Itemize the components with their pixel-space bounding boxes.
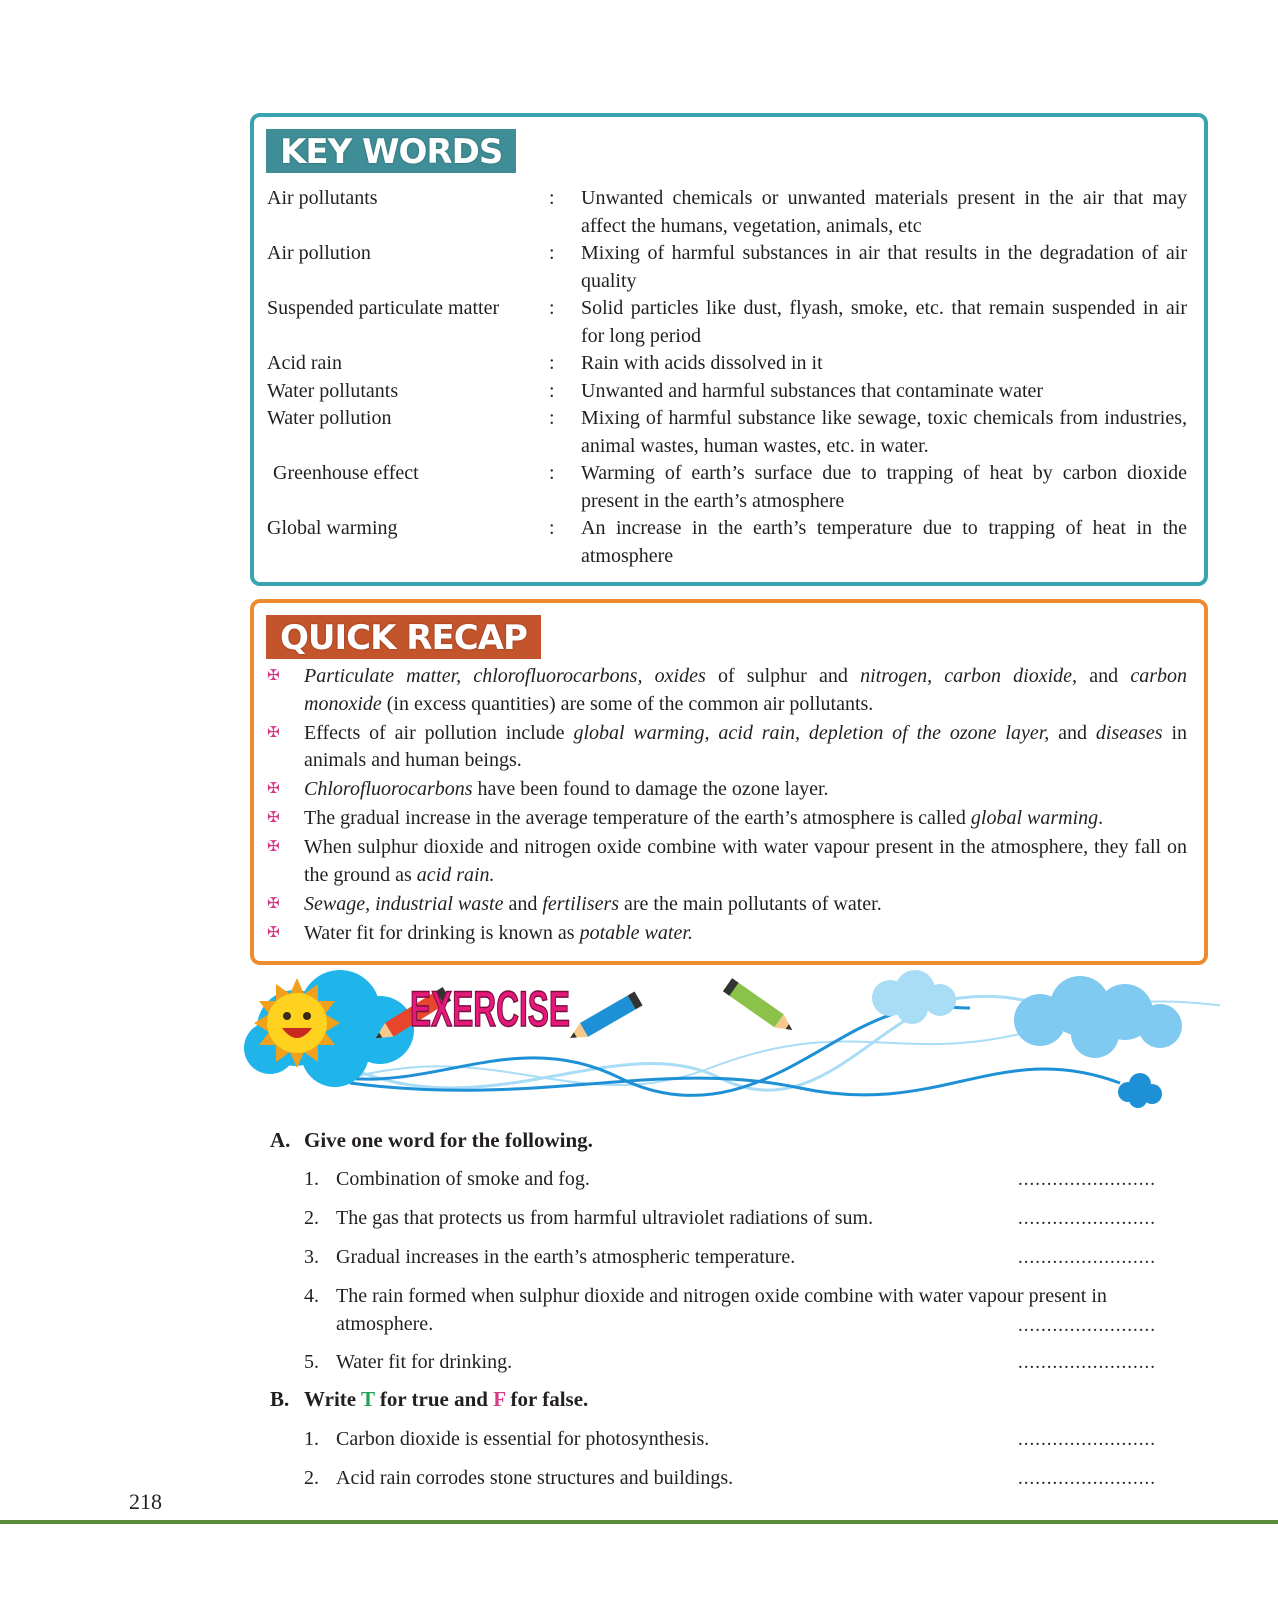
section-b-heading (270, 1387, 588, 1412)
question-row (304, 1244, 1164, 1272)
recap-text: The gradual increase in the average temperature of the earth’s atmosphere is called (304, 807, 971, 830)
question-row (304, 1426, 1164, 1454)
question-number: 4. (304, 1285, 319, 1307)
question-number: 1. (304, 1168, 319, 1190)
key-words-title: KEY WORDS (266, 129, 516, 173)
recap-text: (in excess quantities) are some of the common air pollutants. (381, 692, 874, 715)
recap-item (267, 663, 1187, 718)
recap-italic: industrial waste (375, 892, 504, 915)
question-number: 3. (304, 1246, 319, 1268)
recap-italic: global warming (970, 807, 1099, 830)
recap-italic: Chlorofluorocarbons (304, 778, 473, 801)
answer-blank[interactable]: ........................ (1018, 1352, 1156, 1373)
quick-recap-title: QUICK RECAP (266, 615, 541, 659)
section-b-letter: B. (270, 1387, 290, 1411)
recap-item (267, 720, 1187, 775)
recap-text: Effects of air pollution include (304, 721, 574, 744)
recap-italic: acid rain. (416, 863, 495, 886)
key-word-term: Water pollution (267, 407, 392, 429)
cross-bullet-icon: ✠ (267, 837, 280, 856)
section-b-title-part: for true and (374, 1387, 494, 1411)
wave-line-dark-2 (350, 1069, 1120, 1095)
key-word-row (267, 240, 1187, 295)
question-text: Gradual increases in the earth’s atmospheric temperature. (336, 1246, 796, 1268)
question-number: 2. (304, 1207, 319, 1229)
question-text: Acid rain corrodes stone structures and buildings. (336, 1467, 734, 1489)
recap-item (267, 805, 1187, 833)
key-word-colon: : (549, 297, 555, 319)
recap-text: and (1077, 665, 1131, 687)
key-word-definition: Unwanted chemicals or unwanted materials present in the air that may affect the humans, vegetation, animals, etc (581, 187, 1187, 237)
blue-pencil-icon (566, 992, 642, 1045)
recap-text: are the main pollutants of water. (619, 892, 882, 915)
key-word-row (267, 295, 1187, 350)
recap-item (267, 834, 1187, 889)
green-pencil-icon (723, 978, 797, 1036)
key-word-definition: Rain with acids dissolved in it (581, 352, 823, 374)
cloud-tiny-icon (1118, 1073, 1162, 1108)
section-a-title: Give one word for the following. (304, 1128, 593, 1152)
key-words-box (250, 113, 1208, 586)
quick-recap-list (267, 663, 1187, 949)
true-letter: T (360, 1387, 375, 1411)
recap-italic: carbon monoxide (304, 665, 1187, 715)
answer-blank[interactable]: ........................ (1018, 1208, 1156, 1229)
key-word-row (267, 515, 1187, 570)
page-number: 218 (129, 1489, 162, 1514)
key-word-definition: An increase in the earth’s temperature due to trapping of heat in the atmosphere (581, 517, 1187, 567)
recap-text: of sulphur and (705, 665, 861, 687)
key-word-term: Global warming (267, 517, 398, 539)
recap-text: and (1049, 721, 1096, 744)
section-b-title-part: Write (304, 1387, 361, 1411)
key-word-definition: Mixing of harmful substance like sewage, toxic chemicals from industries, animal wastes, human wastes, etc. in water. (581, 407, 1187, 457)
question-row (304, 1205, 1164, 1233)
key-word-term: Air pollution (267, 242, 371, 264)
recap-italic: global warming, acid rain, depletion of the ozone layer, (573, 721, 1050, 744)
cloud-right-icon (1014, 976, 1182, 1058)
key-word-row (267, 405, 1187, 460)
answer-blank[interactable]: ........................ (1018, 1468, 1156, 1489)
key-word-row (267, 350, 1187, 378)
key-word-definition: Mixing of harmful substances in air that results in the degradation of air quality (581, 242, 1187, 292)
section-a-heading (270, 1128, 593, 1153)
key-word-term: Acid rain (267, 352, 342, 374)
recap-italic: Sewage (304, 892, 366, 915)
key-word-definition: Solid particles like dust, flyash, smoke, etc. that remain suspended in air for long period (581, 297, 1187, 347)
recap-text: . (1098, 807, 1104, 830)
recap-italic: potable water. (579, 922, 693, 945)
question-row (304, 1166, 1164, 1194)
recap-text: When sulphur dioxide and nitrogen oxide combine with water vapour present in the atmosphere, they fall on the ground as (304, 836, 1187, 886)
question-row (304, 1349, 1164, 1377)
cross-bullet-icon: ✠ (267, 666, 280, 684)
answer-blank[interactable]: ........................ (1018, 1169, 1156, 1190)
recap-italic: Particulate matter, chlorofluorocarbons, oxides (304, 665, 706, 687)
key-word-colon: : (549, 242, 555, 264)
key-word-term: Suspended particulate matter (267, 297, 500, 319)
recap-text: Water fit for drinking is known as (304, 922, 580, 945)
false-letter: F (493, 1387, 506, 1411)
key-word-colon: : (549, 517, 555, 539)
key-word-definition: Unwanted and harmful substances that contaminate water (581, 379, 1044, 402)
key-word-row (267, 378, 1187, 406)
section-a-letter: A. (270, 1128, 291, 1152)
footer-rule (0, 1520, 1278, 1524)
question-text: The rain formed when sulphur dioxide and nitrogen oxide combine with water vapour present in atmosphere. (336, 1285, 1107, 1335)
recap-italic: nitrogen, carbon dioxide, (860, 665, 1078, 687)
question-text: Water fit for drinking. (336, 1351, 513, 1373)
cross-bullet-icon: ✠ (267, 808, 280, 827)
question-row (304, 1283, 1164, 1339)
exercise-title: EXERCISE (410, 981, 570, 1037)
question-text: Carbon dioxide is essential for photosynthesis. (336, 1428, 710, 1450)
question-number: 1. (304, 1428, 319, 1450)
key-word-definition: Warming of earth’s surface due to trapping of heat by carbon dioxide present in the earth’s atmosphere (581, 462, 1187, 512)
cross-bullet-icon: ✠ (267, 893, 280, 912)
recap-italic: fertilisers (542, 892, 620, 915)
key-word-term: Water pollutants (267, 379, 399, 402)
key-word-row (267, 460, 1187, 515)
recap-item (267, 776, 1187, 804)
key-word-colon: : (549, 462, 555, 484)
answer-blank[interactable]: ........................ (1018, 1429, 1156, 1450)
key-words-table (267, 185, 1187, 570)
cross-bullet-icon: ✠ (267, 722, 280, 741)
recap-text: , (365, 892, 376, 915)
answer-blank[interactable]: ........................ (1018, 1314, 1156, 1336)
question-number: 5. (304, 1351, 319, 1373)
recap-text: have been found to damage the ozone layer. (472, 778, 829, 801)
cross-bullet-icon: ✠ (267, 779, 280, 798)
cross-bullet-icon: ✠ (267, 923, 280, 942)
recap-item (267, 920, 1187, 948)
question-text: Combination of smoke and fog. (336, 1168, 590, 1190)
answer-blank[interactable]: ........................ (1018, 1247, 1156, 1268)
recap-italic: diseases (1095, 721, 1163, 744)
key-word-colon: : (549, 407, 555, 429)
question-row (304, 1465, 1164, 1493)
recap-text: and (503, 892, 543, 915)
key-word-colon: : (549, 352, 555, 374)
key-word-colon: : (549, 379, 555, 402)
exercise-banner (240, 968, 1220, 1118)
question-text: The gas that protects us from harmful ultraviolet radiations of sum. (336, 1207, 874, 1229)
key-word-colon: : (549, 187, 555, 209)
key-word-row (267, 185, 1187, 240)
key-word-term: Greenhouse effect (273, 462, 419, 484)
recap-text: in animals and human beings. (304, 721, 1187, 772)
quick-recap-box (250, 599, 1208, 965)
key-word-term: Air pollutants (267, 187, 378, 209)
recap-item (267, 891, 1187, 919)
section-b-title-part: for false. (505, 1387, 589, 1411)
question-number: 2. (304, 1467, 319, 1489)
